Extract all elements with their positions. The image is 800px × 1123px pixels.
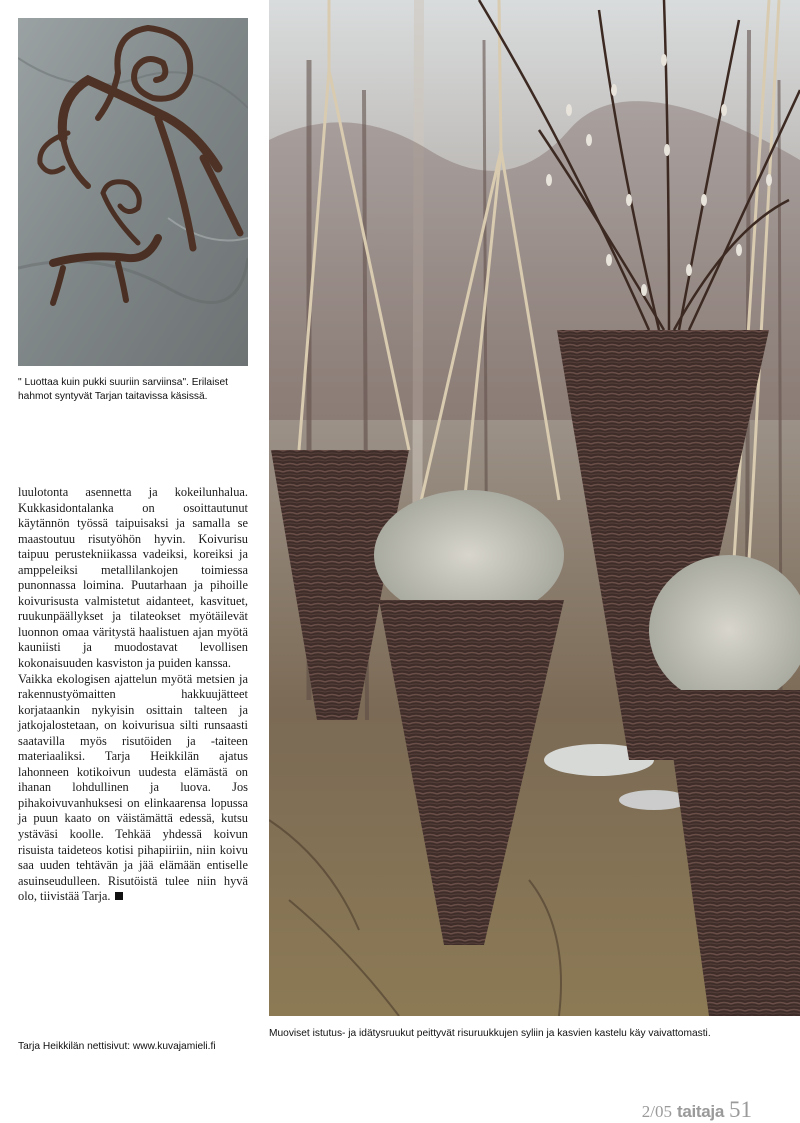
baskets-photo-caption: Muoviset istutus- ja idätysruukut peittyvät risuruukkujen syliin ja kasvien kastelu käy vaivattomasti. xyxy=(269,1028,711,1039)
magazine-name: taitaja xyxy=(676,1102,724,1121)
page-folio xyxy=(642,1097,752,1123)
goat-photo-caption: " Luottaa kuin pukki suuriin sarviinsa". Erilaiset hahmot syntyvät Tarjan taitavissa käsissä. xyxy=(18,377,228,402)
goat-sculpture-photo xyxy=(18,18,248,366)
hanging-baskets-photo xyxy=(269,0,800,1016)
page-number: 51 xyxy=(729,1097,752,1122)
article-body xyxy=(18,485,248,905)
end-of-article-mark xyxy=(115,892,123,900)
article-paragraph: luulotonta asennetta ja kokeilunhalua. Kukkasidontalanka on osoittautunut käytännön työssä taipuisaksi ja samalla se maastoutuu risutyöhön hyvin. Koivurisu taipuu perustekniikassa vadeiksi, koreiksi ja amppeleiksi metallilankojen toimiessa punonnassa loimina. Puutarhaan ja pihoille koivurisusta valmistetut aidanteet, kasvituet, ruukunpäällykset ja tilateokset myötäilevät luonnon omaa väritystä haalistuen ajan myötä kauniisti ja muodostavat levollisen kokonaisuuden kasviston ja puiden kanssa. xyxy=(18,485,248,671)
hanging-baskets-illustration xyxy=(269,0,800,1016)
goat-sculpture-illustration xyxy=(18,18,248,366)
artist-website-note: Tarja Heikkilän nettisivut: www.kuvajamieli.fi xyxy=(18,1041,216,1052)
article-paragraph-text: Vaikka ekologisen ajattelun myötä metsien ja rakennustyömaitten hakkuujätteet korjataankin nykyisin osittain talteen ja jatkojalostetaan, on koivurisua silti runsaasti saatavilla myös risutöiden ja -taiteen materiaaliksi. Tarja Heikkilän ajatus lahonneen kotikoivun uudesta elämästä on ihanan lohdullinen ja luova. Jos pihakoivuvanhuksesi on elinkaarensa lopussa ja puun kaato on väistämättä edessä, kutsu ystäväsi koolle. Tehkää yhdessä koivun risuista taideteos kotisi pihapiiriin, niin koivu saa uuden tehtävän ja jää elämään entiselle asuinseudulleen. Risutöistä tulee niin hyvä olo, tiivistää Tarja. xyxy=(18,671,248,904)
issue-number: 2/05 xyxy=(641,1102,672,1121)
article-paragraph xyxy=(18,672,248,905)
